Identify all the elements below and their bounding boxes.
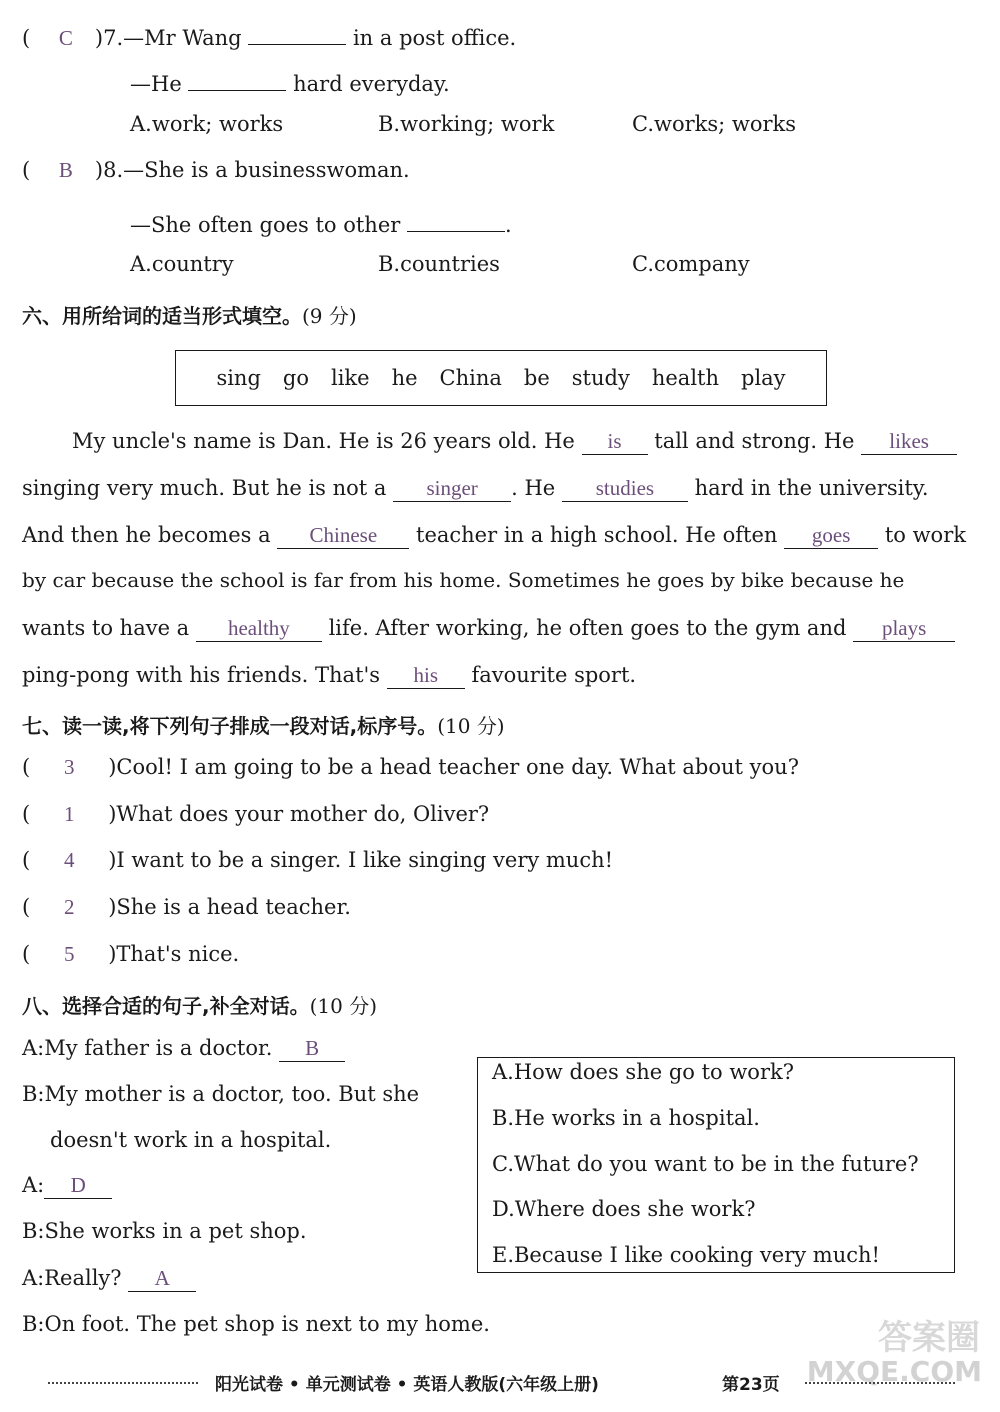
order-text: )What does your mother do, Oliver? — [108, 802, 490, 826]
order-number[interactable]: 2 — [63, 895, 75, 919]
passage-text: . He — [511, 476, 556, 500]
q8-line2-b: . — [504, 213, 512, 237]
footer-title: 阳光试卷 • 单元测试卷 • 英语人教版(六年级上册) — [215, 1375, 599, 1395]
q7-option-b: B.working; work — [378, 112, 555, 136]
blank-6[interactable]: goes — [784, 522, 878, 549]
q8-option-a: A.country — [130, 252, 234, 276]
order-item: ( 3 )Cool! I am going to be a head teacher one day. What about you? — [22, 755, 799, 779]
blank-5[interactable]: Chinese — [277, 522, 409, 549]
watermark-logo: 答案圈 — [878, 1318, 980, 1358]
q8-line2-a: —She often goes to other — [130, 213, 401, 237]
word-bank-item: sing — [216, 366, 261, 390]
passage-line-6 — [22, 662, 636, 689]
dialog-text: A:My father is a doctor. — [22, 1036, 273, 1060]
q8-number: )8. — [94, 158, 124, 182]
blank-9[interactable]: his — [387, 662, 465, 689]
word-bank-item: he — [391, 366, 418, 390]
dialog-line: B:She works in a pet shop. — [22, 1219, 307, 1243]
section6-title: 六、用所给词的适当形式填空。 — [22, 304, 302, 328]
option-c: C.What do you want to be in the future? — [492, 1152, 919, 1176]
order-item: ( 4 )I want to be a singer. I like singing very much! — [22, 848, 614, 872]
order-item: ( 1 )What does your mother do, Oliver? — [22, 802, 490, 826]
q8-text: —She is a businesswoman. — [123, 158, 410, 182]
passage-line-2 — [22, 475, 929, 502]
q7-blank-2[interactable] — [188, 64, 286, 91]
passage-text: wants to have a — [22, 616, 190, 640]
q7-number: )7. — [94, 26, 124, 50]
passage-line-3 — [22, 522, 966, 549]
q8-line2 — [130, 205, 512, 237]
section7-points: (10 分) — [437, 714, 505, 738]
order-text: )She is a head teacher. — [108, 895, 351, 919]
q7-line2-a: —He — [130, 72, 182, 96]
order-text: )Cool! I am going to be a head teacher one day. What about you? — [108, 755, 799, 779]
blank-4[interactable]: studies — [562, 475, 688, 502]
dialog-text: A:Really? — [22, 1266, 122, 1290]
footer-divider-right — [805, 1382, 955, 1384]
dialog-blank-2[interactable]: D — [44, 1172, 112, 1199]
dialog-line — [22, 1265, 196, 1292]
passage-text: ping-pong with his friends. That's — [22, 663, 381, 687]
q7-line1 — [22, 18, 516, 51]
order-number[interactable]: 5 — [63, 942, 75, 966]
blank-8[interactable]: plays — [853, 615, 955, 642]
passage-text: And then he becomes a — [22, 523, 271, 547]
dialog-text: A: — [22, 1173, 45, 1197]
passage-text: favourite sport. — [471, 663, 637, 687]
order-number[interactable]: 1 — [63, 802, 75, 826]
paren-open: ( — [22, 158, 31, 182]
option-a: A.How does she go to work? — [492, 1060, 794, 1084]
dialog-line: B:On foot. The pet shop is next to my home. — [22, 1312, 490, 1336]
word-bank-item: be — [523, 366, 550, 390]
blank-2[interactable]: likes — [861, 428, 957, 455]
q7-option-c: C.works; works — [632, 112, 797, 136]
options-box — [477, 1057, 955, 1273]
order-text: )I want to be a singer. I like singing very much! — [108, 848, 614, 872]
footer-divider-left — [48, 1382, 198, 1384]
q8-option-b: B.countries — [378, 252, 500, 276]
dialog-blank-1[interactable]: B — [279, 1035, 345, 1062]
paren-open: ( — [22, 26, 31, 50]
dialog-line: doesn't work in a hospital. — [50, 1128, 332, 1152]
word-bank-item: study — [571, 366, 630, 390]
section7-heading — [22, 710, 505, 739]
passage-text: life. After working, he often goes to the gym and — [328, 616, 847, 640]
passage-text: to work — [884, 523, 966, 547]
dialog-blank-3[interactable]: A — [128, 1265, 196, 1292]
section8-heading — [22, 990, 377, 1019]
word-bank-item: health — [651, 366, 719, 390]
order-number[interactable]: 3 — [63, 755, 75, 779]
option-d: D.Where does she work? — [492, 1197, 756, 1221]
dialog-line — [22, 1035, 345, 1062]
word-bank-item: play — [741, 366, 786, 390]
passage-text: My uncle's name is Dan. He is 26 years old. He — [72, 429, 575, 453]
order-item: ( 5 )That's nice. — [22, 942, 240, 966]
dialog-line: B:My mother is a doctor, too. But she — [22, 1082, 420, 1106]
blank-3[interactable]: singer — [393, 475, 511, 502]
q7-text-a: —Mr Wang — [123, 26, 242, 50]
option-b: B.He works in a hospital. — [492, 1106, 760, 1130]
section7-title: 七、读一读,将下列句子排成一段对话,标序号。 — [22, 714, 438, 738]
passage-text: hard in the university. — [694, 476, 929, 500]
q7-line2 — [130, 64, 450, 96]
passage-line-4: by car because the school is far from his home. Sometimes he goes by bike because he — [22, 568, 905, 592]
section8-points: (10 分) — [309, 994, 378, 1018]
q7-answer[interactable]: C — [58, 26, 73, 50]
order-text: )That's nice. — [108, 942, 240, 966]
q7-line2-b: hard everyday. — [293, 72, 450, 96]
passage-text: singing very much. But he is not a — [22, 476, 387, 500]
q8-line1 — [22, 158, 410, 183]
word-bank — [175, 350, 827, 406]
q7-text-b: in a post office. — [352, 26, 517, 50]
q7-option-a: A.work; works — [130, 112, 284, 136]
q8-blank[interactable] — [407, 205, 505, 232]
q8-answer[interactable]: B — [58, 158, 73, 182]
word-bank-item: China — [439, 366, 502, 390]
section8-title: 八、选择合适的句子,补全对话。 — [22, 994, 310, 1018]
passage-text: tall and strong. He — [654, 429, 855, 453]
section6-points: (9 分) — [302, 304, 357, 328]
dialog-line — [22, 1172, 112, 1199]
order-item: ( 2 )She is a head teacher. — [22, 895, 351, 919]
passage-line-1 — [72, 428, 957, 455]
q8-option-c: C.company — [632, 252, 750, 276]
q7-blank-1[interactable] — [248, 18, 346, 45]
order-number[interactable]: 4 — [63, 848, 75, 872]
watermark-url: MXQE.COM — [806, 1355, 982, 1388]
word-bank-item: go — [282, 366, 309, 390]
page-footer — [0, 1368, 1000, 1398]
passage-line-5 — [22, 615, 955, 642]
option-e: E.Because I like cooking very much! — [492, 1243, 880, 1267]
section6-heading — [22, 300, 357, 329]
word-bank-item: like — [331, 366, 370, 390]
passage-text: teacher in a high school. He often — [416, 523, 778, 547]
blank-1[interactable]: is — [582, 428, 648, 455]
page-number: 第23页 — [722, 1375, 780, 1395]
blank-7[interactable]: healthy — [196, 615, 322, 642]
